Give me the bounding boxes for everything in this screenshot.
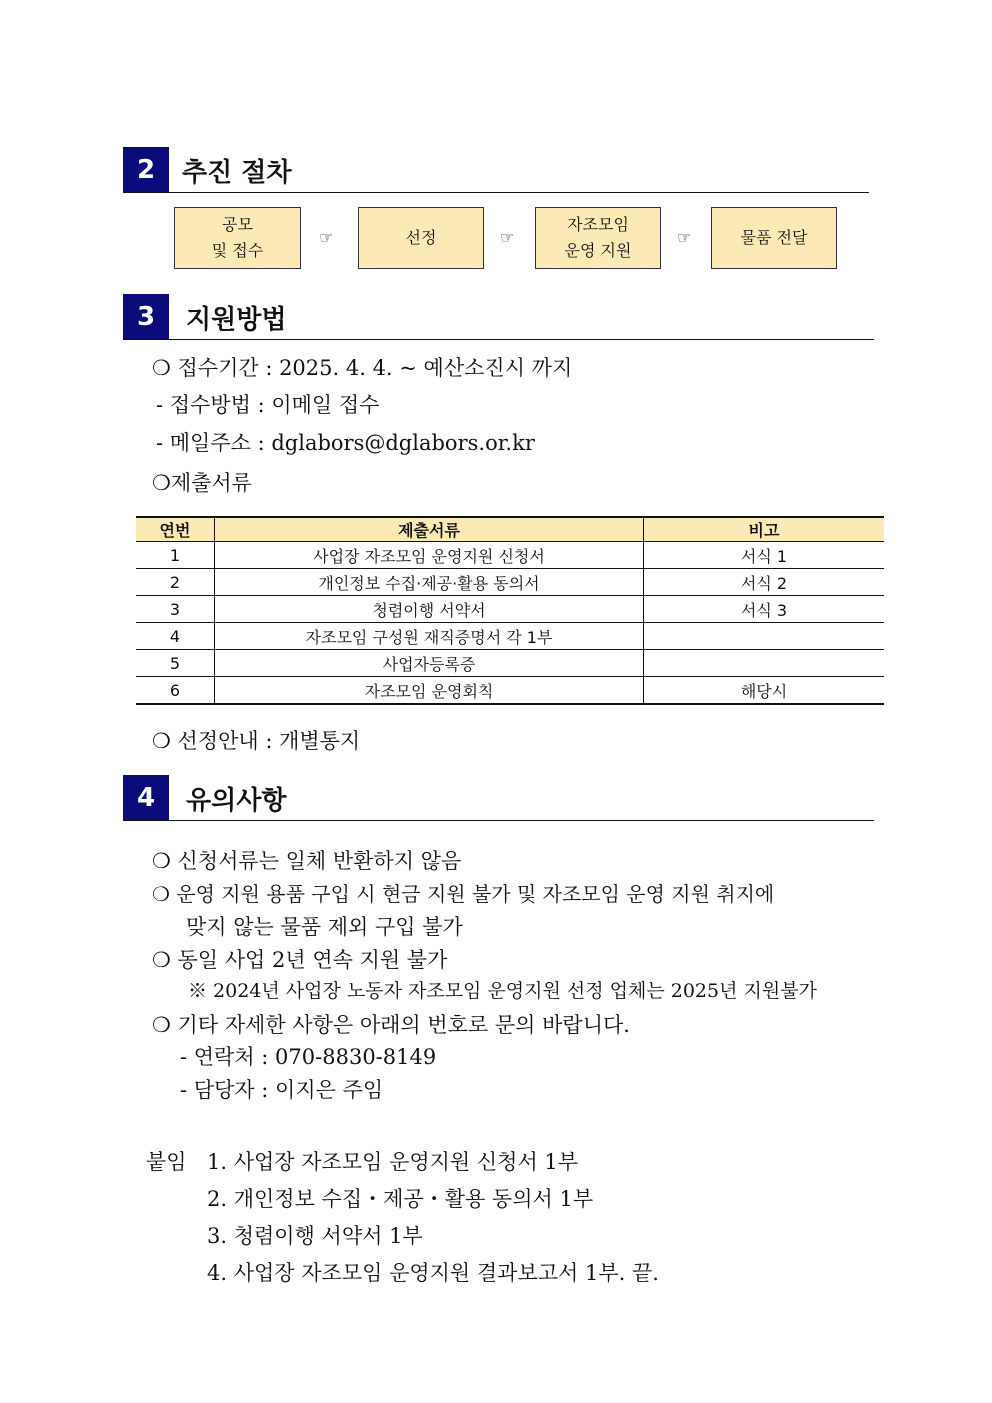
- documents-heading: ❍제출서류: [152, 471, 252, 495]
- attachment-item: 1. 사업장 자조모임 운영지원 신청서 1부: [207, 1150, 579, 1174]
- attachment-item: 4. 사업장 자조모임 운영지원 결과보고서 1부. 끝.: [207, 1261, 659, 1285]
- table-cell: 1: [136, 542, 215, 569]
- column-header: 연번: [136, 517, 215, 542]
- table-row: [136, 596, 884, 623]
- attachments-label: 붙임: [146, 1150, 187, 1174]
- contact-manager: - 담당자 : 이지은 주임: [180, 1078, 384, 1102]
- table-row: [136, 542, 884, 569]
- table-cell: 2: [136, 569, 215, 596]
- flow-step-line: 공모: [222, 215, 253, 234]
- table-cell: 해당시: [644, 677, 885, 705]
- table-cell: 청렴이행 서약서: [215, 596, 644, 623]
- notice-item: ❍ 신청서류는 일체 반환하지 않음: [152, 849, 462, 873]
- section-number-badge: 2: [123, 147, 169, 193]
- table-cell: 자조모임 운영회칙: [215, 677, 644, 705]
- section-divider: [123, 339, 874, 340]
- table-cell: 3: [136, 596, 215, 623]
- section-divider: [123, 192, 869, 193]
- attachment-item: 3. 청렴이행 서약서 1부: [207, 1224, 423, 1248]
- section-title: 유의사항: [186, 786, 287, 816]
- table-cell: 사업자등록증: [215, 650, 644, 677]
- flow-step-select: [358, 207, 484, 269]
- flow-step-apply: [174, 207, 301, 269]
- notice-item: ❍ 기타 자세한 사항은 아래의 번호로 문의 바랍니다.: [152, 1013, 630, 1037]
- flow-step-line: 운영 지원: [564, 241, 632, 260]
- table-cell: 서식 1: [644, 542, 885, 569]
- notice-item-continued: 맞지 않는 물품 제외 구입 불가: [186, 915, 463, 939]
- pointing-hand-icon: ☞: [319, 228, 334, 247]
- flow-step-line: 물품 전달: [740, 228, 808, 247]
- table-row: [136, 677, 884, 705]
- section-number-badge: 4: [123, 775, 169, 821]
- application-method: - 접수방법 : 이메일 접수: [156, 393, 380, 417]
- flow-step-deliver: [711, 207, 837, 269]
- flow-step-support: [535, 207, 661, 269]
- table-cell: 5: [136, 650, 215, 677]
- table-cell: 개인정보 수집·제공·활용 동의서: [215, 569, 644, 596]
- pointing-hand-icon: ☞: [677, 228, 692, 247]
- table-cell: 사업장 자조모임 운영지원 신청서: [215, 542, 644, 569]
- pointing-hand-icon: ☞: [500, 228, 515, 247]
- table-row: [136, 650, 884, 677]
- application-period: ❍ 접수기간 : 2025. 4. 4. ~ 예산소진시 까지: [152, 356, 573, 380]
- notice-item: ❍ 동일 사업 2년 연속 지원 불가: [152, 948, 448, 972]
- contact-number: - 연락처 : 070-8830-8149: [180, 1045, 437, 1069]
- table-cell: [644, 650, 885, 677]
- table-cell: 4: [136, 623, 215, 650]
- email-address: - 메일주소 : dglabors@dglabors.or.kr: [156, 431, 535, 455]
- table-row: [136, 623, 884, 650]
- table-cell: [644, 623, 885, 650]
- selection-notice: ❍ 선정안내 : 개별통지: [152, 729, 361, 753]
- column-header: 제출서류: [215, 517, 644, 542]
- table-cell: 자조모임 구성원 재직증명서 각 1부: [215, 623, 644, 650]
- flow-step-line: 및 접수: [211, 241, 264, 260]
- column-header: 비고: [644, 517, 885, 542]
- section-number-badge: 3: [123, 294, 169, 340]
- table-cell: 6: [136, 677, 215, 705]
- section-title: 지원방법: [186, 305, 287, 335]
- documents-table: [136, 516, 884, 705]
- notice-note: ※ 2024년 사업장 노동자 자조모임 운영지원 선정 업체는 2025년 지원불가: [188, 980, 817, 1002]
- table-row: [136, 569, 884, 596]
- section-title: 추진 절차: [182, 158, 292, 188]
- table-header-row: [136, 517, 884, 542]
- flow-step-line: 자조모임: [567, 215, 629, 234]
- section-divider: [123, 820, 874, 821]
- flow-step-line: 선정: [405, 228, 437, 247]
- table-cell: 서식 3: [644, 596, 885, 623]
- notice-item: ❍ 운영 지원 용품 구입 시 현금 지원 불가 및 자조모임 운영 지원 취지에: [152, 882, 775, 906]
- table-cell: 서식 2: [644, 569, 885, 596]
- attachment-item: 2. 개인정보 수집・제공・활용 동의서 1부: [207, 1187, 594, 1211]
